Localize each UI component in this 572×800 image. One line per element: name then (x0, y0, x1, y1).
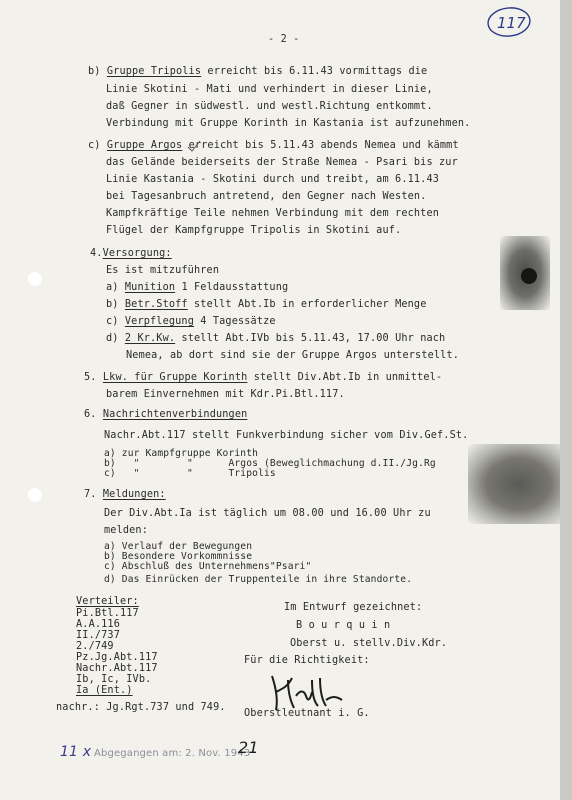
distribution-item: II./737 (76, 630, 120, 641)
folio-number-handwritten (484, 4, 534, 40)
section-6-heading-line (84, 409, 247, 421)
section-c-heading: Gruppe Argos (106, 140, 183, 151)
section-4-item-d-text: stellt Abt.IVb bis 5.11.43, 17.00 Uhr nach (175, 333, 446, 344)
section-7-number: 7. (84, 489, 97, 500)
section-c-line4: bei Tagesanbruch antretend, den Gegner nach Westen. (106, 191, 427, 202)
section-4-item-d-line2: Nemea, ab dort sind sie der Gruppe Argos unterstellt. (126, 350, 460, 361)
section-b-line4: Verbindung mit Gruppe Korinth in Kastania ist aufzunehmen. (106, 118, 471, 129)
distribution-item: Nachr.Abt.117 (76, 663, 158, 674)
section-4-item-b (106, 299, 427, 311)
section-4-item-d-label: d) (106, 333, 119, 344)
distribution-heading: Verteiler: (76, 596, 139, 607)
section-b-line2: Linie Skotini - Mati und verhindert in dieser Linie, (106, 84, 433, 95)
section-6-item-b: b) " " Argos (Beweglichmachung d.II./Jg.Rg (104, 458, 436, 469)
scan-smudge (468, 444, 560, 524)
pencil-tick-mark (186, 138, 202, 152)
section-7-item-a: a) Verlauf der Bewegungen (104, 541, 253, 552)
section-4-item-a (106, 282, 288, 294)
section-7-item-d: d) Das Einrücken der Truppenteile in ihre Standorte. (104, 574, 413, 585)
draft-signed-line: Im Entwurf gezeichnet: (284, 602, 423, 613)
section-c-line1-text: erreicht bis 5.11.43 abends Nemea und kämmt (182, 140, 459, 151)
section-4-item-b-head: Betr.Stoff (124, 299, 188, 310)
section-4-item-a-head: Munition (124, 282, 176, 293)
section-7-item-b: b) Besondere Vorkommnisse (104, 551, 253, 562)
section-4-item-d (106, 333, 445, 345)
officer-rank: Oberstleutnant i. G. (244, 708, 370, 719)
section-5-line2: barem Einvernehmen mit Kdr.Pi.Btl.117. (106, 389, 345, 400)
section-4-item-c (106, 316, 276, 328)
section-b-line1-text: erreicht bis 6.11.43 vormittags die (201, 66, 428, 77)
distribution-item-last: Ia (Ent.) (76, 685, 133, 696)
distribution-item: A.A.116 (76, 619, 120, 630)
section-c-line5: Kampfkräftige Teile nehmen Verbindung mit dem rechten (106, 208, 440, 219)
section-4-heading-line (90, 248, 172, 260)
section-7-line1: Der Div.Abt.Ia ist täglich um 08.00 und 16.00 Uhr zu (104, 508, 431, 519)
section-c-line6: Flügel der Kampfgruppe Tripolis in Skotini auf. (106, 225, 402, 236)
distribution-item: Pz.Jg.Abt.117 (76, 652, 158, 663)
section-4-item-b-text: stellt Abt.Ib in erforderlicher Menge (187, 299, 427, 310)
distribution-item: 2./749 (76, 641, 114, 652)
section-b-line3: daß Gegner in südwestl. und westl.Richtung entkommt. (106, 101, 433, 112)
section-4-item-a-text: 1 Feldausstattung (175, 282, 289, 293)
folio-number-text: 117 (497, 14, 526, 32)
section-7-heading: Meldungen: (102, 489, 166, 500)
section-5-number: 5. (84, 372, 97, 383)
section-c-label: c) (88, 140, 101, 151)
section-4-item-c-label: c) (106, 316, 119, 327)
section-b-heading: Gruppe Tripolis (106, 66, 202, 77)
section-7-item-c: c) Abschluß des Unternehmens"Psari" (104, 561, 312, 572)
section-4-intro: Es ist mitzuführen (106, 265, 220, 276)
section-5-heading: Lkw. für Gruppe Korinth (102, 372, 248, 383)
section-4-item-c-text: 4 Tagessätze (194, 316, 276, 327)
certification-line: Für die Richtigkeit: (244, 655, 370, 666)
punch-hole (28, 272, 42, 286)
distribution-item: Pi.Btl.117 (76, 608, 139, 619)
section-4-item-a-label: a) (106, 282, 119, 293)
distribution-item: Ib, Ic, IVb. (76, 674, 152, 685)
section-6-number: 6. (84, 409, 97, 420)
commander-name: B o u r q u i n (296, 620, 391, 631)
section-6-item-c: c) " " Tripolis (104, 468, 276, 479)
section-5-line1-text: stellt Div.Abt.Ib in unmittel- (247, 372, 443, 383)
section-4-item-c-head: Verpflegung (124, 316, 194, 327)
section-4-heading: Versorgung: (102, 248, 172, 259)
section-7-line2: melden: (104, 525, 148, 536)
section-4-item-d-head: 2 Kr.Kw. (124, 333, 176, 344)
received-stamp: Abgegangen am: 2. Nov. 1943 (94, 748, 251, 759)
section-c-line1 (88, 140, 459, 152)
section-6-line1: Nachr.Abt.117 stellt Funkverbindung sicher vom Div.Gef.St. (104, 430, 469, 441)
section-4-number: 4. (90, 248, 103, 259)
section-6-heading: Nachrichtenverbindungen (102, 409, 248, 420)
distribution-note: nachr.: Jg.Rgt.737 und 749. (56, 702, 226, 713)
section-b-line1 (88, 66, 427, 78)
scan-edge (560, 0, 572, 800)
section-5-line1 (84, 372, 442, 384)
section-7-heading-line (84, 489, 166, 501)
section-b-label: b) (88, 66, 101, 77)
handwritten-initials: 21 (238, 738, 259, 757)
punch-hole (28, 488, 42, 502)
section-c-line2: das Gelände beiderseits der Straße Nemea - Psari bis zur (106, 157, 458, 168)
section-c-line3: Linie Kastania - Skotini durch und treibt, am 6.11.43 (106, 174, 440, 185)
commander-title: Oberst u. stellv.Div.Kdr. (290, 638, 448, 649)
page-number: - 2 - (268, 34, 300, 45)
punch-hole-dark (521, 268, 537, 284)
handwritten-count: 11 x (60, 744, 92, 760)
section-6-item-a: a) zur Kampfgruppe Korinth (104, 448, 259, 459)
section-4-item-b-label: b) (106, 299, 119, 310)
